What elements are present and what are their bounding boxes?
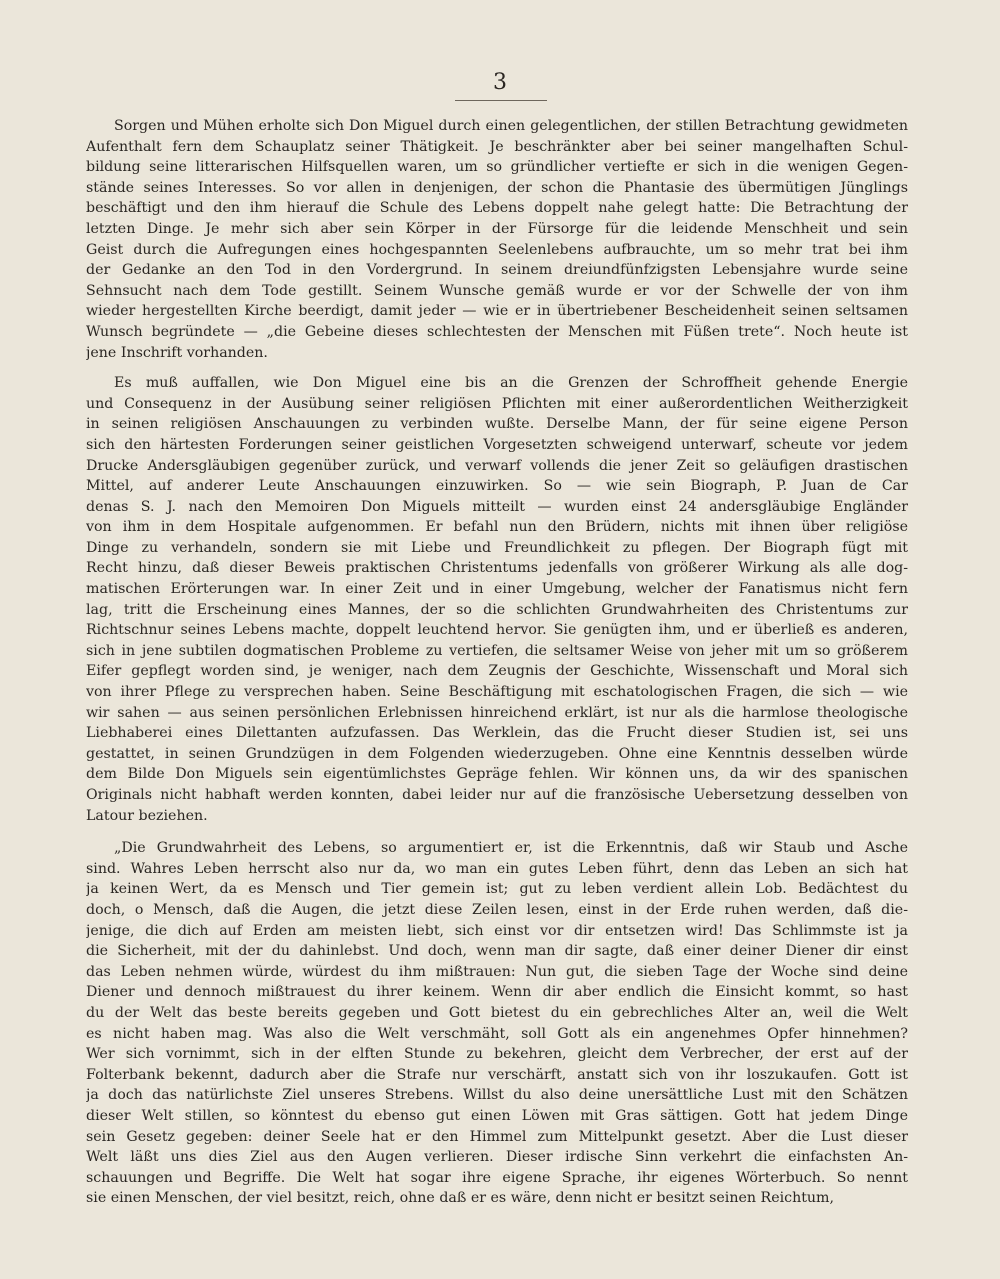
text-line: jene Inschrift vorhanden. <box>86 344 268 361</box>
text-line: von ihm in dem Hospitale aufgenommen. Er befahl nun den Brüdern, nichts mit ihnen über religiöse <box>86 519 908 536</box>
paragraph-gap <box>86 363 908 373</box>
text-line: wieder hergestellten Kirche beerdigt, damit jeder — wie er in übertriebener Bescheidenheit seinen seltsamen <box>86 303 908 320</box>
text-line: Wunsch begründete — „die Gebeine dieses schlechtesten der Menschen mit Füßen trete“. Noch heute ist <box>86 323 908 340</box>
text-line: Drucke Andersgläubigen gegenüber zurück, und verwarf vollends die jener Zeit so geläufigen drastischen <box>86 457 908 474</box>
text-line: Richtschnur seines Lebens machte, doppelt leuchtend hervor. Sie genügten ihm, und er überließ es anderen, <box>86 622 908 639</box>
text-line: ja keinen Wert, da es Mensch und Tier gemein ist; gut zu leben verdient allein Lob. Bedächtest du <box>86 881 908 898</box>
text-line: der Gedanke an den Tod in den Vordergrund. In seinem dreiundfünfzigsten Lebensjahre wurde seine <box>86 262 908 279</box>
header-rule <box>455 100 547 101</box>
text-line: wir sahen — aus seinen persönlichen Erlebnissen hinreichend erklärt, ist nur als die harmlose theologische <box>86 704 908 721</box>
text-line: dem Bilde Don Miguels sein eigentümlichstes Gepräge fehlen. Wir können uns, da wir des spanischen <box>86 766 908 783</box>
text-line: matischen Erörterungen war. In einer Zeit und in einer Umgebung, welcher der Fanatismus nicht fern <box>86 581 908 598</box>
text-line: Eifer gepflegt worden sind, je weniger, nach dem Zeugnis der Geschichte, Wissenschaft und Moral sich <box>86 663 908 680</box>
text-line: Recht hinzu, daß dieser Beweis praktischen Christentums jedenfalls von größerer Wirkung als alle dog- <box>86 560 908 577</box>
text-line: jenige, die dich auf Erden am meisten liebt, sich einst vor dir entsetzen wird! Das Schlimmste ist ja <box>86 922 908 939</box>
text-line: Welt läßt uns dies Ziel aus den Augen verlieren. Dieser irdische Sinn verkehrt die einfachsten An- <box>86 1149 908 1166</box>
text-line: denas S. J. nach den Memoiren Don Miguels mitteilt — wurden einst 24 andersgläubige Engländer <box>86 498 908 515</box>
text-line: sind. Wahres Leben herrscht also nur da, wo man ein gutes Leben führt, denn das Leben an sich hat <box>86 860 908 877</box>
text-line: gestattet, in seinen Grundzügen in dem Folgenden wiederzugeben. Ohne eine Kenntnis desselben würde <box>86 745 908 762</box>
text-line: in seinen religiösen Anschauungen zu verbinden wußte. Derselbe Mann, der für seine eigene Person <box>86 416 908 433</box>
text-line: sich den härtesten Forderungen seiner geistlichen Vorgesetzten schweigend unterwarf, scheute vor jedem <box>86 436 908 453</box>
text-line: Latour beziehen. <box>86 807 208 824</box>
text-line: „Die Grundwahrheit des Lebens, so argumentiert er, ist die Erkenntnis, daß wir Staub und Asche <box>114 840 908 857</box>
text-line: von ihrer Pflege zu versprechen haben. Seine Beschäftigung mit eschatologischen Fragen, die sich — wie <box>86 684 908 701</box>
paragraph <box>86 838 908 1209</box>
text-line: lag, tritt die Erscheinung eines Mannes, der so die schlichten Grundwahrheiten des Christentums zur <box>86 601 908 618</box>
text-line: Aufenthalt fern dem Schauplatz seiner Thätigkeit. Je beschränkter aber bei seiner mangelhaften Schul- <box>86 138 908 155</box>
text-line: doch, o Mensch, daß die Augen, die jetzt diese Zeilen lesen, einst in der Erde ruhen werden, daß die- <box>86 901 908 918</box>
text-line: stände seines Interesses. So vor allen in denjenigen, der schon die Phantasie des übermütigen Jünglings <box>86 179 908 196</box>
text-line: du der Welt das beste bereits gegeben und Gott bietest du ein gebrechliches Alter an, weil die Welt <box>86 1004 908 1021</box>
text-line: das Leben nehmen würde, würdest du ihm mißtrauen: Nun gut, die sieben Tage der Woche sind deine <box>86 963 908 980</box>
text-line: es nicht haben mag. Was also die Welt verschmäht, soll Gott als ein angenehmes Opfer hinnehmen? <box>86 1025 908 1042</box>
paragraph <box>86 116 908 363</box>
text-line: sein Gesetz gegeben: deiner Seele hat er den Himmel zum Mittelpunkt gesetzt. Aber die Lust dieser <box>86 1128 908 1145</box>
text-line: Folterbank bekennt, dadurch aber die Strafe nur verschärft, anstatt sich von ihr loszukaufen. Gott ist <box>86 1066 908 1083</box>
text-line: ja doch das natürlichste Ziel unseres Strebens. Willst du also deine unersättliche Lust mit den Schätzen <box>86 1087 908 1104</box>
text-line: letzten Dinge. Je mehr sich aber sein Körper in der Fürsorge für die leidende Menschheit und sein <box>86 220 908 237</box>
text-line: Originals nicht habhaft werden konnten, dabei leider nur auf die französische Uebersetzung desselben von <box>86 787 908 803</box>
text-line: Sehnsucht nach dem Tode gestillt. Seinem Wunsche gemäß wurde er vor der Schwelle der von ihm <box>86 282 908 299</box>
body-text <box>86 116 908 1209</box>
text-line: Es muß auffallen, wie Don Miguel eine bis an die Grenzen der Schroffheit gehende Energie <box>114 375 908 392</box>
text-line: dieser Welt stillen, so könntest du ebenso gut einen Löwen mit Gras sättigen. Gott hat jedem Dinge <box>86 1107 908 1124</box>
text-line: sich in jene subtilen dogmatischen Probleme zu vertiefen, die seltsamer Weise von jeher mit um so größerem <box>86 642 908 659</box>
text-line: die Sicherheit, mit der du dahinlebst. Und doch, wenn man dir sagte, daß einer deiner Diener dir einst <box>86 943 908 960</box>
text-line: sie einen Menschen, der viel besitzt, reich, ohne daß er es wäre, denn nicht er besitzt seinen Reichtum, <box>86 1190 835 1207</box>
paragraph-gap <box>86 826 908 838</box>
page-number: 3 <box>493 70 507 95</box>
text-line: Liebhaberei eines Dilettanten aufzufassen. Das Werklein, das die Frucht dieser Studien ist, sei uns <box>86 725 908 742</box>
text-line: Wer sich vornimmt, sich in der elften Stunde zu bekehren, gleicht dem Verbrecher, der erst auf der <box>86 1046 908 1063</box>
text-line: Diener und dennoch mißtrauest du ihrer keinem. Wenn dir aber endlich die Einsicht kommt, so hast <box>86 984 908 1001</box>
text-line: Mittel, auf anderer Leute Anschauungen einzuwirken. So — wie sein Biograph, P. Juan de Car <box>86 478 908 495</box>
text-line: beschäftigt und den ihm hierauf die Schule des Lebens doppelt nahe gelegt hatte: Die Betrachtung der <box>86 200 908 217</box>
text-line: bildung seine litterarischen Hilfsquellen waren, um so gründlicher vertiefte er sich in die wenigen Gegen- <box>86 159 908 176</box>
paragraph <box>86 373 908 826</box>
text-line: schauungen und Begriffe. Die Welt hat sogar ihre eigene Sprache, ihr eigenes Wörterbuch. So nennt <box>86 1169 908 1186</box>
text-line: und Consequenz in der Ausübung seiner religiösen Pflichten mit einer außerordentlichen Weitherzigkeit <box>86 395 908 412</box>
text-line: Sorgen und Mühen erholte sich Don Miguel durch einen gelegentlichen, der stillen Betrachtung gewidmeten <box>114 118 908 134</box>
text-line: Geist durch die Aufregungen eines hochgespannten Seelenlebens aufbrauchte, um so mehr trat bei ihm <box>86 241 908 258</box>
text-line: Dinge zu verhandeln, sondern sie mit Liebe und Freundlichkeit zu pflegen. Der Biograph fügt mit <box>86 539 908 556</box>
